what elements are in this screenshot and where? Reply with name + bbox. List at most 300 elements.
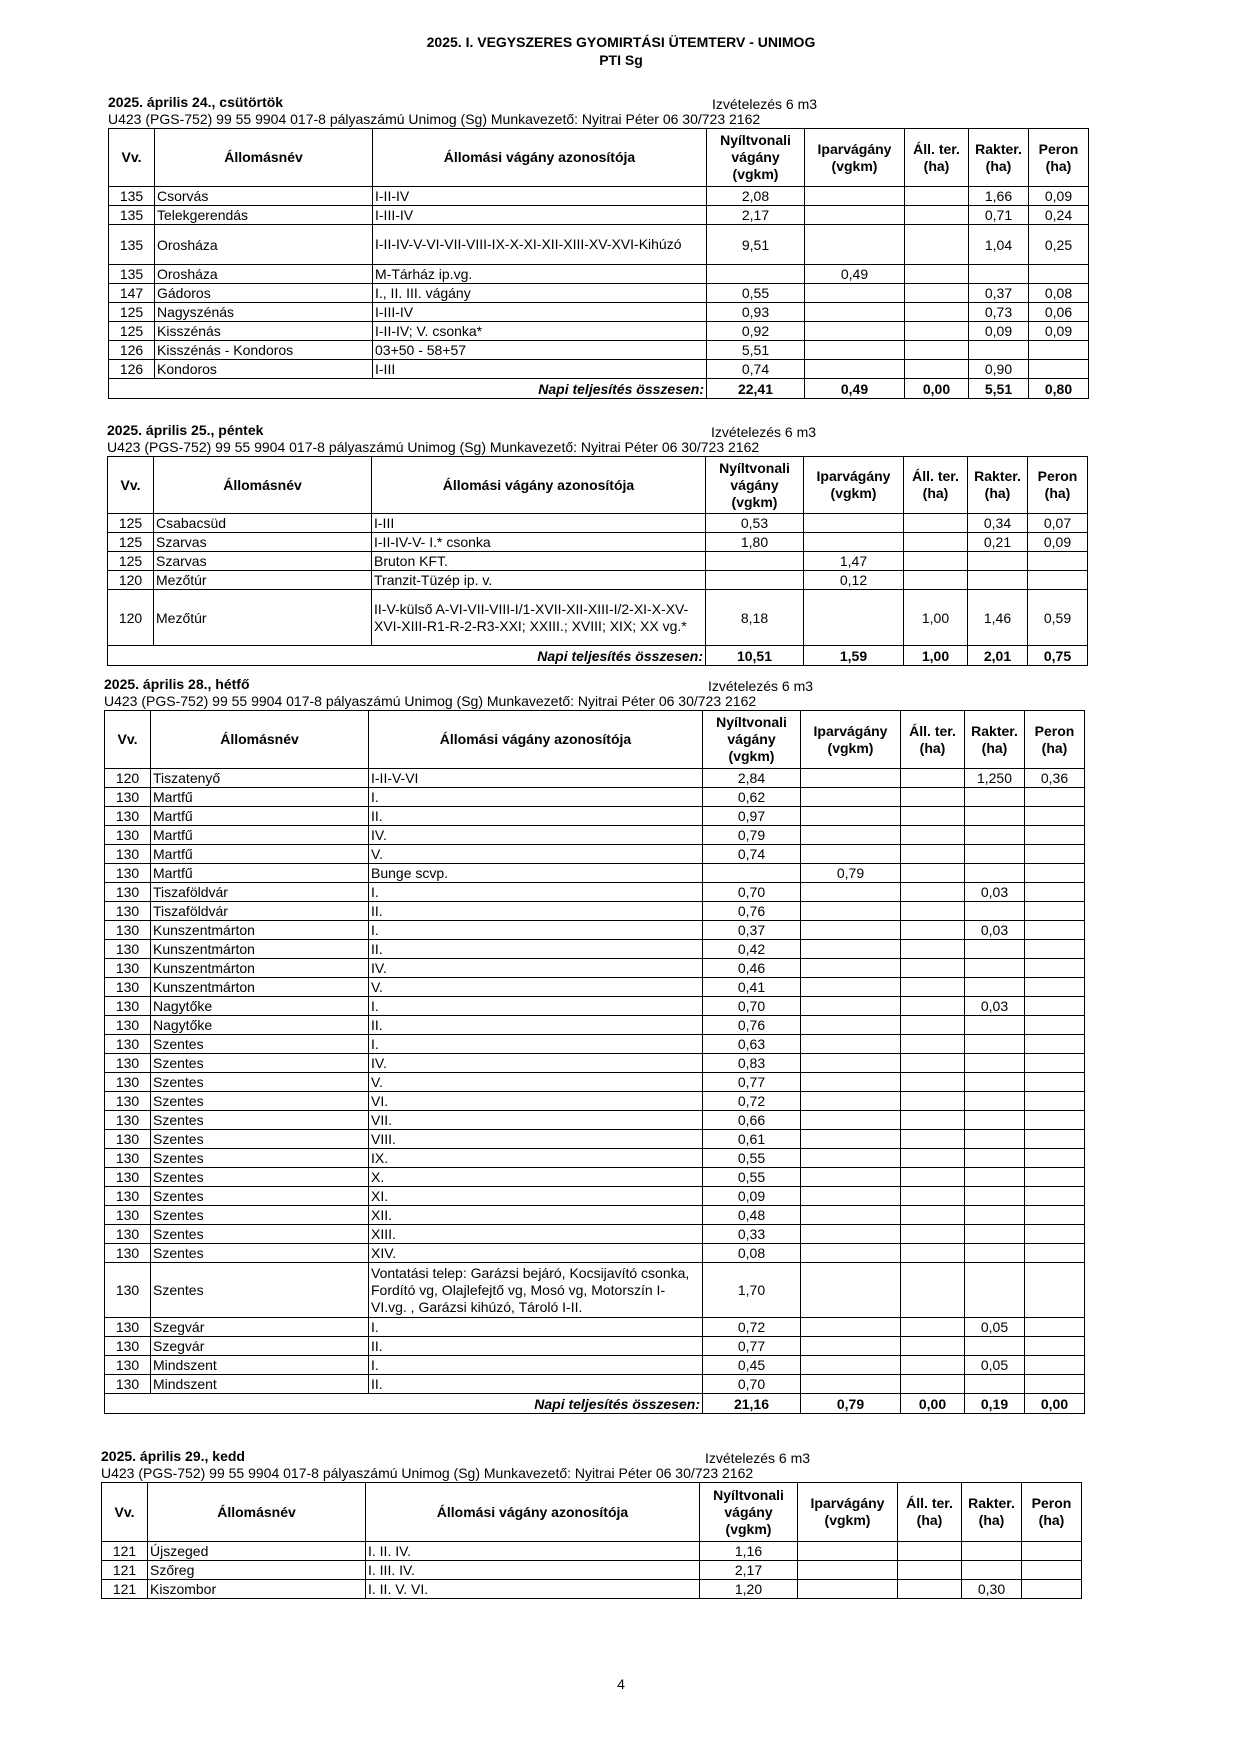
cell-storage-ha xyxy=(965,1225,1025,1244)
cell-platform-ha xyxy=(1025,826,1085,845)
cell-open-line-vgkm: 2,17 xyxy=(700,1561,798,1580)
cell-area-ha xyxy=(901,1130,965,1149)
cell-storage-ha: 0,03 xyxy=(965,921,1025,940)
cell-station-name: Szentes xyxy=(151,1130,369,1149)
cell-open-line-vgkm: 0,93 xyxy=(707,303,805,322)
header-col-vagany-azon: Állomási vágány azonosítója xyxy=(366,1483,700,1542)
cell-storage-ha xyxy=(965,978,1025,997)
cell-vv: 130 xyxy=(105,902,151,921)
cell-track-id: II. xyxy=(369,940,703,959)
cell-track-id: V. xyxy=(369,1073,703,1092)
cell-storage-ha xyxy=(965,1111,1025,1130)
cell-industrial-track-vgkm: 0,79 xyxy=(801,864,901,883)
cell-storage-ha xyxy=(968,571,1028,590)
cell-platform-ha xyxy=(1022,1542,1082,1561)
cell-industrial-track-vgkm xyxy=(801,1092,901,1111)
cell-open-line-vgkm: 0,97 xyxy=(703,807,801,826)
cell-station-name: Szentes xyxy=(151,1073,369,1092)
cell-storage-ha: 0,05 xyxy=(965,1356,1025,1375)
cell-station-name: Martfű xyxy=(151,845,369,864)
header-col-allomas: Állomásnév xyxy=(148,1483,366,1542)
daily-total-iparvagany: 0,49 xyxy=(805,379,905,399)
cell-open-line-vgkm: 0,92 xyxy=(707,322,805,341)
daily-total-row xyxy=(109,379,1089,399)
header-col-all-ter: Áll. ter. (ha) xyxy=(898,1483,962,1542)
cell-track-id: I. II. IV. xyxy=(366,1542,700,1561)
daily-total-label: Napi teljesítés összesen: xyxy=(105,1394,703,1414)
cell-open-line-vgkm: 0,77 xyxy=(703,1337,801,1356)
cell-track-id: M-Tárház ip.vg. xyxy=(373,265,707,284)
cell-storage-ha xyxy=(962,1542,1022,1561)
cell-track-id: I-III xyxy=(372,514,706,533)
table-row xyxy=(102,1542,1082,1561)
cell-area-ha xyxy=(901,1073,965,1092)
cell-platform-ha xyxy=(1025,1318,1085,1337)
cell-area-ha xyxy=(905,225,969,265)
cell-vv: 130 xyxy=(105,1356,151,1375)
cell-industrial-track-vgkm xyxy=(805,206,905,225)
header-col-iparvagany: Iparvágány (vgkm) xyxy=(798,1483,898,1542)
header-col-vv: Vv. xyxy=(102,1483,148,1542)
cell-platform-ha xyxy=(1025,940,1085,959)
cell-track-id: IV. xyxy=(369,826,703,845)
cell-platform-ha xyxy=(1029,265,1089,284)
cell-storage-ha: 0,09 xyxy=(969,322,1029,341)
cell-vv: 120 xyxy=(108,590,154,646)
cell-platform-ha xyxy=(1025,1168,1085,1187)
table-header-row xyxy=(108,457,1088,514)
cell-station-name: Újszeged xyxy=(148,1542,366,1561)
cell-station-name: Tiszaföldvár xyxy=(151,883,369,902)
cell-platform-ha xyxy=(1025,1187,1085,1206)
cell-storage-ha xyxy=(965,1337,1025,1356)
cell-area-ha xyxy=(901,1263,965,1318)
cell-area-ha xyxy=(901,1187,965,1206)
header-col-nyiltvonali: Nyíltvonali vágány (vgkm) xyxy=(707,129,805,187)
table-row xyxy=(105,902,1085,921)
cell-area-ha xyxy=(905,265,969,284)
daily-total-row xyxy=(105,1394,1085,1414)
cell-platform-ha xyxy=(1025,1092,1085,1111)
cell-industrial-track-vgkm xyxy=(801,807,901,826)
cell-station-name: Szentes xyxy=(151,1225,369,1244)
cell-track-id: I. II. V. VI. xyxy=(366,1580,700,1599)
cell-station-name: Mezőtúr xyxy=(154,590,372,646)
cell-industrial-track-vgkm: 0,49 xyxy=(805,265,905,284)
cell-industrial-track-vgkm xyxy=(801,1130,901,1149)
cell-vv: 130 xyxy=(105,864,151,883)
cell-platform-ha xyxy=(1025,921,1085,940)
cell-station-name: Szarvas xyxy=(154,552,372,571)
cell-vv: 135 xyxy=(109,265,155,284)
cell-storage-ha: 0,03 xyxy=(965,883,1025,902)
cell-storage-ha: 0,71 xyxy=(969,206,1029,225)
cell-platform-ha xyxy=(1022,1561,1082,1580)
cell-area-ha xyxy=(901,1054,965,1073)
cell-area-ha xyxy=(901,1206,965,1225)
table-row xyxy=(109,225,1089,265)
page-number: 4 xyxy=(617,1676,625,1692)
cell-track-id: I., II. III. vágány xyxy=(373,284,707,303)
cell-storage-ha xyxy=(965,845,1025,864)
cell-open-line-vgkm: 0,55 xyxy=(703,1168,801,1187)
cell-track-id: I. xyxy=(369,921,703,940)
daily-total-nyiltvonali: 10,51 xyxy=(706,646,804,666)
cell-station-name: Szegvár xyxy=(151,1337,369,1356)
cell-storage-ha: 0,05 xyxy=(965,1318,1025,1337)
table-row xyxy=(105,788,1085,807)
cell-area-ha xyxy=(905,284,969,303)
cell-storage-ha xyxy=(965,826,1025,845)
table-row xyxy=(105,807,1085,826)
cell-platform-ha xyxy=(1025,1337,1085,1356)
cell-track-id: II. xyxy=(369,1337,703,1356)
cell-platform-ha xyxy=(1025,788,1085,807)
header-col-allomas: Állomásnév xyxy=(154,457,372,514)
cell-platform-ha: 0,36 xyxy=(1025,769,1085,788)
cell-vv: 130 xyxy=(105,1092,151,1111)
cell-track-id: I-II-IV; V. csonka* xyxy=(373,322,707,341)
cell-station-name: Szentes xyxy=(151,1263,369,1318)
cell-track-id: I-III xyxy=(373,360,707,379)
cell-platform-ha xyxy=(1025,997,1085,1016)
cell-vv: 130 xyxy=(105,826,151,845)
cell-track-id: I-II-IV-V- I.* csonka xyxy=(372,533,706,552)
cell-storage-ha xyxy=(965,1149,1025,1168)
cell-platform-ha: 0,24 xyxy=(1029,206,1089,225)
cell-open-line-vgkm: 0,37 xyxy=(703,921,801,940)
cell-platform-ha: 0,07 xyxy=(1028,514,1088,533)
cell-open-line-vgkm: 0,70 xyxy=(703,883,801,902)
cell-platform-ha xyxy=(1025,1375,1085,1394)
header-col-rakter: Rakter. (ha) xyxy=(968,457,1028,514)
cell-station-name: Szentes xyxy=(151,1092,369,1111)
cell-track-id: V. xyxy=(369,978,703,997)
cell-track-id: VII. xyxy=(369,1111,703,1130)
cell-industrial-track-vgkm xyxy=(801,1375,901,1394)
cell-station-name: Orosháza xyxy=(155,225,373,265)
cell-vv: 130 xyxy=(105,1054,151,1073)
table-row xyxy=(105,1187,1085,1206)
table-row xyxy=(105,959,1085,978)
header-col-nyiltvonali: Nyíltvonali vágány (vgkm) xyxy=(706,457,804,514)
cell-area-ha xyxy=(901,1168,965,1187)
table-header-row xyxy=(105,711,1085,769)
cell-vv: 125 xyxy=(108,533,154,552)
cell-industrial-track-vgkm xyxy=(801,769,901,788)
cell-area-ha: 1,00 xyxy=(904,590,968,646)
cell-open-line-vgkm: 5,51 xyxy=(707,341,805,360)
cell-track-id: I-II-IV xyxy=(373,187,707,206)
cell-industrial-track-vgkm xyxy=(801,1206,901,1225)
header-col-peron: Peron (ha) xyxy=(1025,711,1085,769)
schedule-section xyxy=(104,676,1085,1414)
cell-area-ha xyxy=(901,1244,965,1263)
cell-open-line-vgkm: 0,61 xyxy=(703,1130,801,1149)
cell-station-name: Szentes xyxy=(151,1187,369,1206)
section-vehicle-info: U423 (PGS-752) 99 55 9904 017-8 pályaszámú Unimog (Sg) Munkavezető: Nyitrai Péter 06 30/723 2162 xyxy=(104,693,757,709)
cell-area-ha xyxy=(898,1580,962,1599)
cell-storage-ha: 1,66 xyxy=(969,187,1029,206)
daily-total-all-ter: 0,00 xyxy=(901,1394,965,1414)
cell-area-ha xyxy=(904,514,968,533)
section-izvetelezes: Izvételezés 6 m3 xyxy=(708,678,814,694)
cell-industrial-track-vgkm xyxy=(804,514,904,533)
cell-storage-ha xyxy=(965,1130,1025,1149)
cell-track-id: 03+50 - 58+57 xyxy=(373,341,707,360)
cell-vv: 121 xyxy=(102,1580,148,1599)
cell-station-name: Szentes xyxy=(151,1111,369,1130)
cell-industrial-track-vgkm: 0,12 xyxy=(804,571,904,590)
header-col-peron: Peron (ha) xyxy=(1028,457,1088,514)
cell-open-line-vgkm: 0,53 xyxy=(706,514,804,533)
schedule-section xyxy=(108,94,1089,399)
section-header xyxy=(107,422,1088,456)
cell-platform-ha: 0,06 xyxy=(1029,303,1089,322)
cell-station-name: Kunszentmárton xyxy=(151,959,369,978)
cell-platform-ha xyxy=(1025,1225,1085,1244)
cell-platform-ha xyxy=(1028,552,1088,571)
cell-area-ha xyxy=(904,571,968,590)
cell-platform-ha xyxy=(1025,807,1085,826)
header-col-vagany-azon: Állomási vágány azonosítója xyxy=(372,457,706,514)
cell-area-ha xyxy=(901,864,965,883)
cell-station-name: Szentes xyxy=(151,1206,369,1225)
cell-track-id: IV. xyxy=(369,959,703,978)
cell-track-id: X. xyxy=(369,1168,703,1187)
cell-track-id: II. xyxy=(369,1016,703,1035)
cell-storage-ha xyxy=(965,1244,1025,1263)
cell-open-line-vgkm: 0,70 xyxy=(703,1375,801,1394)
cell-track-id: IV. xyxy=(369,1054,703,1073)
cell-area-ha xyxy=(905,360,969,379)
section-header xyxy=(108,94,1089,128)
cell-storage-ha xyxy=(965,1016,1025,1035)
daily-total-peron: 0,75 xyxy=(1028,646,1088,666)
table-row xyxy=(105,1337,1085,1356)
table-row xyxy=(109,303,1089,322)
cell-storage-ha: 1,250 xyxy=(965,769,1025,788)
cell-open-line-vgkm: 9,51 xyxy=(707,225,805,265)
cell-open-line-vgkm: 1,20 xyxy=(700,1580,798,1599)
header-col-all-ter: Áll. ter. (ha) xyxy=(901,711,965,769)
document-title: 2025. I. VEGYSZERES GYOMIRTÁSI ÜTEMTERV - UNIMOG xyxy=(426,34,816,50)
daily-total-rakter: 0,19 xyxy=(965,1394,1025,1414)
header-col-vv: Vv. xyxy=(108,457,154,514)
cell-area-ha xyxy=(901,978,965,997)
cell-storage-ha: 1,46 xyxy=(968,590,1028,646)
cell-platform-ha xyxy=(1025,1206,1085,1225)
cell-storage-ha xyxy=(965,902,1025,921)
cell-industrial-track-vgkm: 1,47 xyxy=(804,552,904,571)
table-header-row xyxy=(109,129,1089,187)
cell-station-name: Szentes xyxy=(151,1149,369,1168)
section-header xyxy=(104,676,1085,710)
cell-track-id: II. xyxy=(369,807,703,826)
cell-platform-ha xyxy=(1025,845,1085,864)
header-col-allomas: Állomásnév xyxy=(155,129,373,187)
daily-total-iparvagany: 0,79 xyxy=(801,1394,901,1414)
daily-total-label: Napi teljesítés összesen: xyxy=(108,646,706,666)
cell-vv: 120 xyxy=(105,769,151,788)
cell-platform-ha: 0,09 xyxy=(1029,187,1089,206)
cell-station-name: Kunszentmárton xyxy=(151,978,369,997)
cell-platform-ha xyxy=(1029,341,1089,360)
cell-track-id: Vontatási telep: Garázsi bejáró, Kocsijavító csonka, Fordító vg, Olajlefejtő vg, Mosó vg, Motorszín I-VI.vg. , Garázsi kihúzó, Tároló I-II. xyxy=(369,1263,703,1318)
cell-vv: 125 xyxy=(109,303,155,322)
cell-industrial-track-vgkm xyxy=(805,187,905,206)
cell-storage-ha xyxy=(965,1187,1025,1206)
cell-vv: 130 xyxy=(105,1016,151,1035)
cell-track-id: I-III-IV xyxy=(373,206,707,225)
cell-area-ha xyxy=(901,826,965,845)
daily-total-nyiltvonali: 21,16 xyxy=(703,1394,801,1414)
cell-station-name: Nagyszénás xyxy=(155,303,373,322)
cell-storage-ha xyxy=(965,940,1025,959)
cell-platform-ha xyxy=(1025,978,1085,997)
cell-station-name: Szentes xyxy=(151,1168,369,1187)
cell-open-line-vgkm: 8,18 xyxy=(706,590,804,646)
table-row xyxy=(105,1318,1085,1337)
table-row xyxy=(105,1035,1085,1054)
cell-area-ha xyxy=(901,959,965,978)
cell-storage-ha: 0,34 xyxy=(968,514,1028,533)
cell-platform-ha xyxy=(1025,1035,1085,1054)
cell-area-ha xyxy=(901,940,965,959)
cell-industrial-track-vgkm xyxy=(801,1356,901,1375)
cell-platform-ha: 0,09 xyxy=(1028,533,1088,552)
cell-vv: 130 xyxy=(105,1035,151,1054)
cell-station-name: Tiszaföldvár xyxy=(151,902,369,921)
cell-track-id: I. xyxy=(369,997,703,1016)
cell-storage-ha xyxy=(965,807,1025,826)
daily-total-rakter: 5,51 xyxy=(969,379,1029,399)
cell-open-line-vgkm: 0,74 xyxy=(707,360,805,379)
table-row xyxy=(105,1092,1085,1111)
cell-area-ha xyxy=(901,1375,965,1394)
cell-industrial-track-vgkm xyxy=(801,921,901,940)
table-row xyxy=(105,940,1085,959)
cell-station-name: Szarvas xyxy=(154,533,372,552)
cell-vv: 126 xyxy=(109,341,155,360)
cell-open-line-vgkm: 0,45 xyxy=(703,1356,801,1375)
cell-station-name: Szőreg xyxy=(148,1561,366,1580)
cell-storage-ha xyxy=(965,1263,1025,1318)
cell-industrial-track-vgkm xyxy=(801,1187,901,1206)
cell-open-line-vgkm xyxy=(706,552,804,571)
cell-industrial-track-vgkm xyxy=(798,1580,898,1599)
cell-industrial-track-vgkm xyxy=(801,826,901,845)
table-row xyxy=(102,1580,1082,1599)
cell-track-id: VIII. xyxy=(369,1130,703,1149)
header-col-rakter: Rakter. (ha) xyxy=(969,129,1029,187)
cell-track-id: V. xyxy=(369,845,703,864)
table-row xyxy=(105,1016,1085,1035)
cell-storage-ha xyxy=(969,341,1029,360)
cell-platform-ha: 0,25 xyxy=(1029,225,1089,265)
cell-vv: 130 xyxy=(105,1206,151,1225)
cell-open-line-vgkm: 0,66 xyxy=(703,1111,801,1130)
cell-open-line-vgkm: 0,76 xyxy=(703,902,801,921)
cell-open-line-vgkm: 0,48 xyxy=(703,1206,801,1225)
cell-open-line-vgkm xyxy=(707,265,805,284)
cell-vv: 130 xyxy=(105,997,151,1016)
cell-station-name: Mindszent xyxy=(151,1356,369,1375)
cell-platform-ha xyxy=(1025,1356,1085,1375)
cell-vv: 125 xyxy=(108,514,154,533)
section-date: 2025. április 28., hétfő xyxy=(104,676,250,692)
cell-area-ha xyxy=(905,341,969,360)
header-col-vagany-azon: Állomási vágány azonosítója xyxy=(369,711,703,769)
cell-station-name: Szegvár xyxy=(151,1318,369,1337)
cell-industrial-track-vgkm xyxy=(801,788,901,807)
cell-station-name: Martfű xyxy=(151,807,369,826)
table-row xyxy=(105,883,1085,902)
cell-area-ha xyxy=(898,1561,962,1580)
cell-platform-ha: 0,59 xyxy=(1028,590,1088,646)
cell-open-line-vgkm: 1,80 xyxy=(706,533,804,552)
daily-total-rakter: 2,01 xyxy=(968,646,1028,666)
table-row xyxy=(109,265,1089,284)
cell-industrial-track-vgkm xyxy=(801,959,901,978)
table-row xyxy=(109,284,1089,303)
section-izvetelezes: Izvételezés 6 m3 xyxy=(705,1450,811,1466)
cell-station-name: Orosháza xyxy=(155,265,373,284)
cell-area-ha xyxy=(901,921,965,940)
cell-industrial-track-vgkm xyxy=(801,883,901,902)
table-row xyxy=(105,978,1085,997)
table-row xyxy=(108,514,1088,533)
cell-platform-ha xyxy=(1025,902,1085,921)
cell-vv: 130 xyxy=(105,1111,151,1130)
cell-open-line-vgkm: 0,62 xyxy=(703,788,801,807)
cell-track-id: I. xyxy=(369,788,703,807)
header-col-iparvagany: Iparvágány (vgkm) xyxy=(801,711,901,769)
cell-industrial-track-vgkm xyxy=(801,997,901,1016)
cell-industrial-track-vgkm xyxy=(801,1337,901,1356)
header-col-all-ter: Áll. ter. (ha) xyxy=(905,129,969,187)
cell-open-line-vgkm: 0,74 xyxy=(703,845,801,864)
cell-area-ha xyxy=(905,187,969,206)
cell-area-ha xyxy=(901,1149,965,1168)
cell-area-ha xyxy=(901,1337,965,1356)
cell-platform-ha xyxy=(1025,883,1085,902)
header-col-rakter: Rakter. (ha) xyxy=(965,711,1025,769)
cell-storage-ha xyxy=(965,1054,1025,1073)
cell-area-ha xyxy=(901,1225,965,1244)
cell-station-name: Szentes xyxy=(151,1035,369,1054)
table-row xyxy=(105,1206,1085,1225)
cell-vv: 130 xyxy=(105,1187,151,1206)
cell-station-name: Telekgerendás xyxy=(155,206,373,225)
cell-area-ha xyxy=(901,883,965,902)
cell-vv: 130 xyxy=(105,807,151,826)
cell-industrial-track-vgkm xyxy=(805,360,905,379)
section-izvetelezes: Izvételezés 6 m3 xyxy=(712,96,818,112)
cell-vv: 130 xyxy=(105,1130,151,1149)
cell-industrial-track-vgkm xyxy=(801,845,901,864)
cell-platform-ha xyxy=(1029,360,1089,379)
cell-area-ha xyxy=(901,845,965,864)
cell-vv: 130 xyxy=(105,883,151,902)
cell-vv: 135 xyxy=(109,206,155,225)
cell-track-id: I. III. IV. xyxy=(366,1561,700,1580)
cell-track-id: Bruton KFT. xyxy=(372,552,706,571)
cell-track-id: I. xyxy=(369,1318,703,1337)
cell-industrial-track-vgkm xyxy=(805,341,905,360)
cell-industrial-track-vgkm xyxy=(805,322,905,341)
cell-station-name: Martfű xyxy=(151,864,369,883)
